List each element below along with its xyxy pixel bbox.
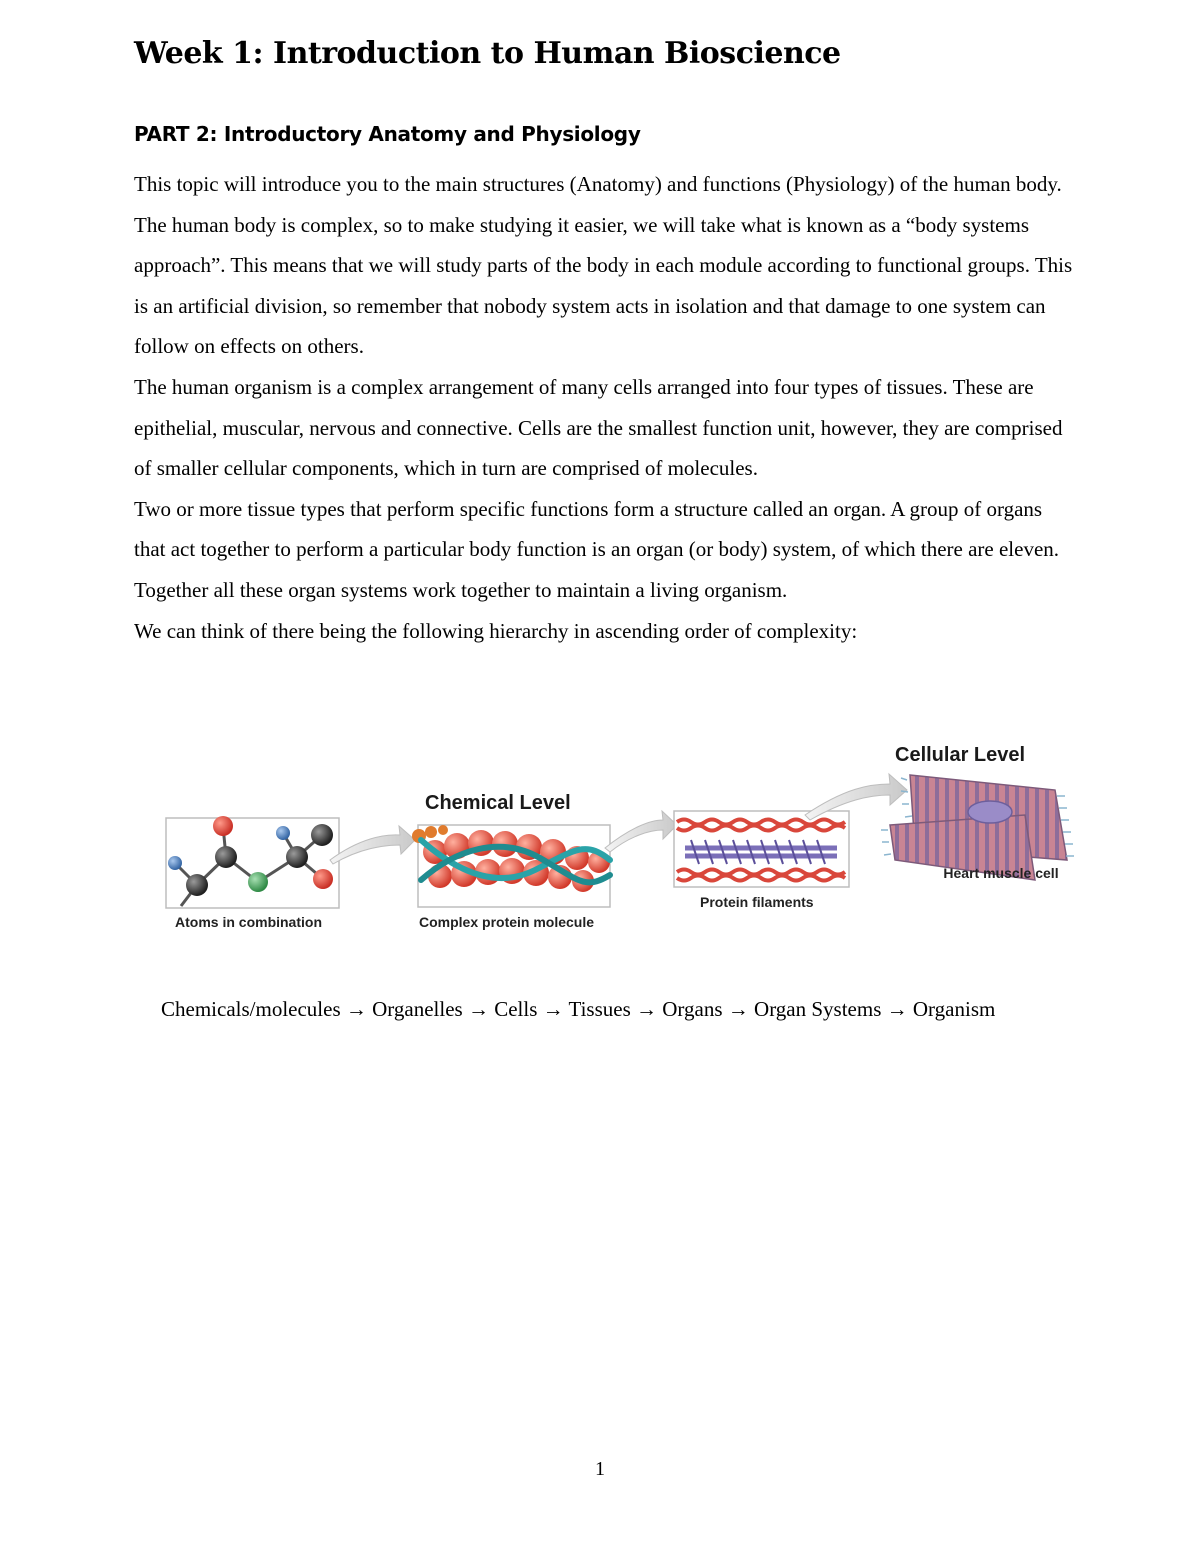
paragraph-organism: The human organism is a complex arrangement of many cells arranged into four types of tissues. These are epithelial, muscular, nervous and connective. Cells are the smallest function unit, however, they are comprised of smaller cellular components, which in turn are comprised of molecules. [134, 374, 1063, 481]
figure-graphics [155, 740, 1075, 940]
oxygen-atom [213, 816, 233, 836]
hierarchy-text: Chemicals/molecules → Organelles → Cells → Tissues → Organs → Organ Systems → Organism [161, 997, 996, 1021]
document-title: Week 1: Introduction to Human Bioscience [134, 36, 841, 71]
green-atom [248, 872, 268, 892]
atoms-panel [166, 816, 339, 908]
arrow-icon [605, 811, 677, 852]
page-number: 1 [595, 1458, 605, 1480]
cellular-level-title: Cellular Level [895, 744, 1026, 766]
protein-molecule-panel [412, 825, 610, 907]
protein-filaments-panel [674, 811, 849, 887]
carbon-atom [311, 824, 333, 846]
arrow-icon [805, 774, 907, 820]
carbon-atom [186, 874, 208, 896]
nitrogen-atom [168, 856, 182, 870]
carbon-atom [286, 846, 308, 868]
chemical-level-title: Chemical Level [425, 792, 571, 814]
paragraph-intro: This topic will introduce you to the main structures (Anatomy) and functions (Physiology) of the human body. The human body is complex, so to make studying it easier, we will take what is known as a “body systems approach”. This means that we will study parts of the body in each module according to functional groups. This is an artificial division, so remember that nobody system acts in isolation and that damage to one system can follow on effects on others. [134, 172, 1073, 359]
heart-cell-label: Heart muscle cell [943, 865, 1059, 881]
carbon-atom [215, 846, 237, 868]
protein-molecule-label: Complex protein molecule [419, 914, 595, 930]
paragraph-organs: Two or more tissue types that perform specific functions form a structure called an organ. A group of organs that act together to perform a particular body function is an organ (or body) system, of which there are eleven. Together all these organ systems work together to maintain a living organism. [134, 496, 1060, 602]
nitrogen-atom [276, 826, 290, 840]
levels-of-organization-figure [155, 740, 1075, 940]
atoms-label: Atoms in combination [175, 914, 322, 930]
protein-filaments-label: Protein filaments [700, 894, 814, 910]
part-heading: PART 2: Introductory Anatomy and Physiology [134, 122, 641, 146]
body-text [134, 164, 1074, 651]
paragraph-hierarchy-intro: We can think of there being the following hierarchy in ascending order of complexity: [134, 618, 858, 643]
oxygen-atom [313, 869, 333, 889]
arrow-icon [330, 826, 415, 864]
